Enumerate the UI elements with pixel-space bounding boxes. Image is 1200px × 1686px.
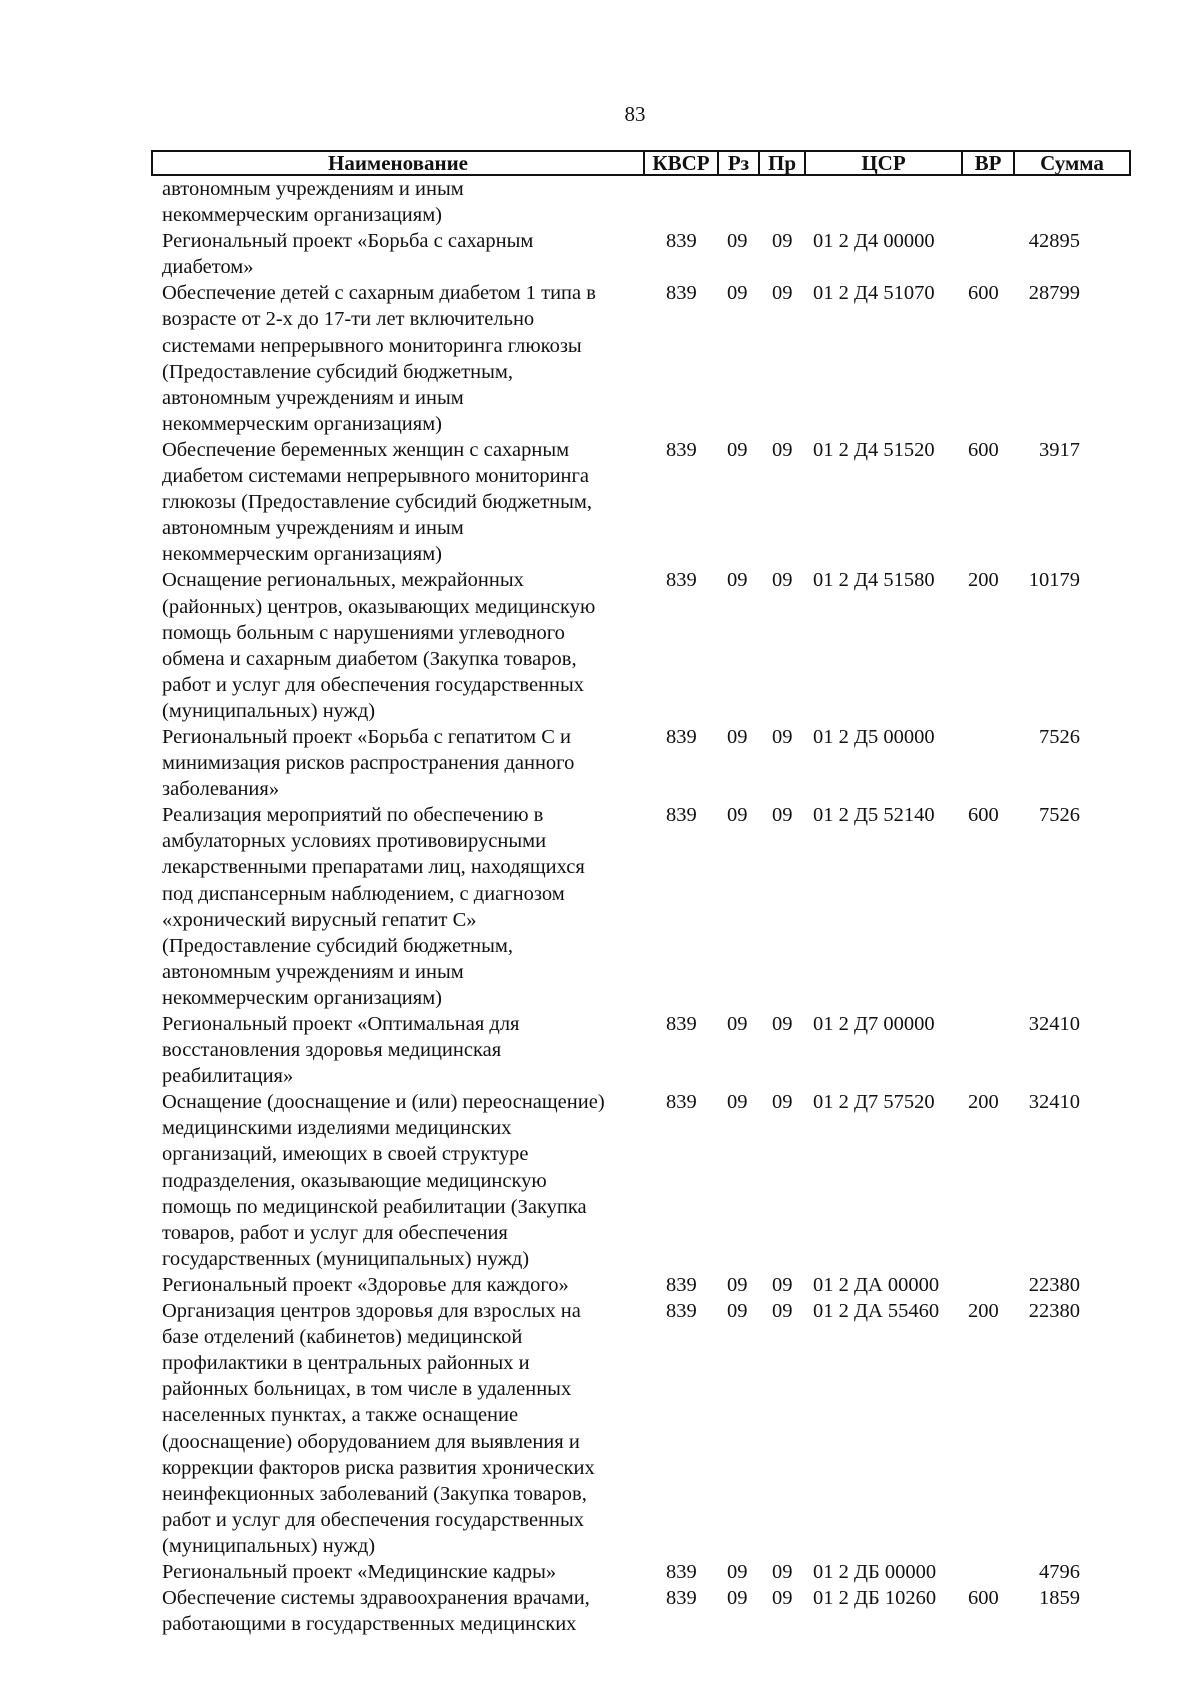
table-row: [162, 1272, 1132, 1298]
row-kvsr: 839: [666, 282, 697, 305]
row-name-line: базе отделений (кабинетов) медицинской: [162, 1326, 523, 1349]
row-name: [162, 1011, 642, 1089]
row-name-line: работ и услуг для обеспечения государственных: [162, 1508, 585, 1531]
row-name-line: населенных пунктах, а также оснащение: [162, 1404, 519, 1427]
row-pr: 09: [772, 804, 793, 827]
row-name: [162, 1585, 642, 1637]
header-kvsr: КВСР: [643, 152, 717, 174]
row-kvsr: 839: [666, 1091, 697, 1114]
table-row: [162, 228, 1132, 280]
row-name: [162, 437, 642, 567]
row-name-line: амбулаторных условиях противовирусными: [162, 830, 547, 853]
row-name-line: диабетом»: [162, 256, 254, 279]
row-pr: 09: [772, 438, 793, 461]
row-name-line: некоммерческим организациям): [162, 986, 442, 1009]
row-sum: 32410: [1028, 1091, 1080, 1114]
row-name-line: помощь по медицинской реабилитации (Закупка: [162, 1195, 587, 1218]
row-name-line: государственных (муниципальных) нужд): [162, 1247, 530, 1270]
row-name: [162, 280, 642, 437]
row-csr: 01 2 Д4 51520: [813, 438, 935, 461]
table-row: [162, 280, 1132, 437]
row-csr: 01 2 ДА 00000: [813, 1273, 940, 1296]
row-kvsr: 839: [666, 804, 697, 827]
table-row: [162, 437, 1132, 567]
row-sum: 10179: [1028, 569, 1080, 592]
row-rz: 09: [727, 1013, 748, 1035]
row-sum: 1859: [1039, 1587, 1080, 1610]
row-name-line: Региональный проект «Оптимальная для: [162, 1013, 520, 1035]
row-rz: 09: [727, 1300, 748, 1323]
row-name-line: подразделения, оказывающие медицинскую: [162, 1169, 547, 1192]
row-kvsr: 839: [666, 230, 697, 253]
row-name-line: диабетом системами непрерывного мониторинга: [162, 465, 590, 488]
row-rz: 09: [727, 230, 748, 253]
row-name-line: неинфекционных заболеваний (Закупка товаров,: [162, 1482, 587, 1505]
table-row: [162, 567, 1132, 724]
header-vr: ВР: [961, 152, 1013, 174]
row-name-line: некоммерческим организациям): [162, 204, 442, 227]
row-name-line: автономным учреждениям и иным: [162, 178, 464, 200]
row-vr: 600: [968, 804, 999, 827]
row-rz: 09: [727, 725, 748, 748]
row-sum: 42895: [1028, 230, 1080, 253]
header-pr: Пр: [758, 152, 804, 174]
row-csr: 01 2 ДБ 00000: [813, 1560, 937, 1583]
row-name-line: районных больницах, в том числе в удаленных: [162, 1378, 572, 1401]
row-csr: 01 2 Д4 51070: [813, 282, 935, 305]
table-row: [162, 1559, 1132, 1585]
row-pr: 09: [772, 282, 793, 305]
row-vr: 600: [968, 1587, 999, 1610]
row-name-line: Региональный проект «Медицинские кадры»: [162, 1560, 557, 1583]
row-name: [162, 1272, 642, 1298]
row-rz: 09: [727, 1587, 748, 1610]
row-sum: 22380: [1028, 1300, 1080, 1323]
row-name-line: (Предоставление субсидий бюджетным,: [162, 934, 513, 957]
row-name: [162, 1089, 642, 1272]
row-csr: 01 2 Д7 00000: [813, 1013, 935, 1035]
row-name-line: реабилитация»: [162, 1065, 294, 1088]
row-sum: 28799: [1028, 282, 1080, 305]
row-name-line: возрасте от 2-х до 17-ти лет включительно: [162, 308, 535, 331]
row-rz: 09: [727, 1273, 748, 1296]
row-name-line: помощь больным с нарушениями углеводного: [162, 621, 565, 644]
row-rz: 09: [727, 569, 748, 592]
row-name: [162, 567, 642, 724]
row-name-line: заболевания»: [162, 778, 280, 801]
row-name-line: автономным учреждениям и иным: [162, 960, 464, 983]
row-kvsr: 839: [666, 725, 697, 748]
row-pr: 09: [772, 1273, 793, 1296]
row-name-line: обмена и сахарным диабетом (Закупка товаров,: [162, 647, 577, 670]
row-name-line: автономным учреждениям и иным: [162, 386, 464, 409]
row-vr: 200: [968, 1300, 999, 1323]
row-name-line: товаров, работ и услуг для обеспечения: [162, 1221, 508, 1244]
row-name-line: глюкозы (Предоставление субсидий бюджетным,: [162, 491, 593, 514]
row-csr: 01 2 Д5 00000: [813, 725, 935, 748]
row-name-line: системами непрерывного мониторинга глюкозы: [162, 334, 582, 357]
header-csr: ЦСР: [804, 152, 961, 174]
row-csr: 01 2 Д4 00000: [813, 230, 935, 253]
header-rz: Рз: [717, 152, 758, 174]
row-kvsr: 839: [666, 438, 697, 461]
table-row: [162, 1298, 1132, 1559]
row-rz: 09: [727, 1091, 748, 1114]
table-row: [162, 176, 1132, 228]
row-name-line: Региональный проект «Борьба с сахарным: [162, 230, 534, 253]
row-name-line: под диспансерным наблюдением, с диагнозом: [162, 882, 565, 905]
row-sum: 32410: [1028, 1013, 1080, 1035]
row-name-line: профилактики в центральных районных и: [162, 1352, 530, 1375]
row-kvsr: 839: [666, 569, 697, 592]
table-header: [151, 150, 1131, 176]
row-name: [162, 1559, 642, 1585]
row-name-line: Региональный проект «Борьба с гепатитом С и: [162, 725, 571, 748]
row-name-line: лекарственными препаратами лиц, находящихся: [162, 856, 585, 879]
row-name: [162, 228, 642, 280]
table-row: [162, 1089, 1132, 1272]
row-name: [162, 802, 642, 1011]
row-pr: 09: [772, 1091, 793, 1114]
table-body: [162, 176, 1132, 1637]
row-vr: 600: [968, 282, 999, 305]
table-row: [162, 1011, 1132, 1089]
row-name-line: коррекции факторов риска развития хронических: [162, 1456, 595, 1479]
row-pr: 09: [772, 1587, 793, 1610]
row-csr: 01 2 ДБ 10260: [813, 1587, 937, 1610]
row-sum: 7526: [1039, 804, 1080, 827]
row-name-line: Оснащение (дооснащение и (или) переоснащение): [162, 1091, 605, 1114]
row-name-line: минимизация рисков распространения данного: [162, 752, 575, 775]
row-kvsr: 839: [666, 1587, 697, 1610]
row-name-line: (муниципальных) нужд): [162, 699, 376, 722]
row-name-line: работ и услуг для обеспечения государственных: [162, 673, 585, 696]
table-row: [162, 724, 1132, 802]
row-sum: 3917: [1039, 438, 1080, 461]
row-name-line: медицинскими изделиями медицинских: [162, 1117, 512, 1140]
row-name-line: (дооснащение) оборудованием для выявления и: [162, 1430, 580, 1453]
header-sum: Сумма: [1013, 152, 1129, 174]
row-name-line: Реализация мероприятий по обеспечению в: [162, 804, 544, 827]
row-rz: 09: [727, 804, 748, 827]
row-sum: 7526: [1039, 725, 1080, 748]
header-name: Наименование: [328, 150, 468, 175]
row-name-line: (Предоставление субсидий бюджетным,: [162, 360, 513, 383]
row-pr: 09: [772, 725, 793, 748]
row-name: [162, 176, 642, 228]
row-name-line: Обеспечение системы здравоохранения врачами,: [162, 1587, 590, 1610]
row-pr: 09: [772, 1560, 793, 1583]
row-name-line: организаций, имеющих в своей структуре: [162, 1143, 529, 1166]
row-name-line: «хронический вирусный гепатит С»: [162, 908, 477, 931]
row-name-line: Организация центров здоровья для взрослых на: [162, 1300, 581, 1323]
row-name-line: Обеспечение детей с сахарным диабетом 1 типа в: [162, 282, 596, 305]
row-name: [162, 1298, 642, 1559]
row-rz: 09: [727, 1560, 748, 1583]
row-name-line: Обеспечение беременных женщин с сахарным: [162, 438, 570, 461]
table-row: [162, 1585, 1132, 1637]
row-name-line: Оснащение региональных, межрайонных: [162, 569, 524, 592]
page-number: 83: [624, 102, 646, 126]
row-csr: 01 2 ДА 55460: [813, 1300, 940, 1323]
row-name-line: Региональный проект «Здоровье для каждого»: [162, 1273, 569, 1296]
row-name-line: восстановления здоровья медицинская: [162, 1039, 502, 1062]
row-csr: 01 2 Д5 52140: [813, 804, 935, 827]
row-kvsr: 839: [666, 1560, 697, 1583]
row-name-line: (районных) центров, оказывающих медицинскую: [162, 595, 596, 618]
row-rz: 09: [727, 438, 748, 461]
row-pr: 09: [772, 1300, 793, 1323]
row-rz: 09: [727, 282, 748, 305]
row-pr: 09: [772, 230, 793, 253]
row-sum: 4796: [1039, 1560, 1080, 1583]
row-pr: 09: [772, 569, 793, 592]
row-vr: 600: [968, 438, 999, 461]
row-vr: 200: [968, 569, 999, 592]
row-csr: 01 2 Д7 57520: [813, 1091, 935, 1114]
row-vr: 200: [968, 1091, 999, 1114]
row-name-line: автономным учреждениям и иным: [162, 517, 464, 540]
row-name-line: некоммерческим организациям): [162, 412, 442, 435]
row-kvsr: 839: [666, 1300, 697, 1323]
row-name-line: (муниципальных) нужд): [162, 1534, 376, 1557]
row-kvsr: 839: [666, 1013, 697, 1035]
row-name-line: работающими в государственных медицинских: [162, 1613, 577, 1636]
row-sum: 22380: [1028, 1273, 1080, 1296]
table-row: [162, 802, 1132, 1011]
row-kvsr: 839: [666, 1273, 697, 1296]
row-pr: 09: [772, 1013, 793, 1035]
row-name-line: некоммерческим организациям): [162, 543, 442, 566]
row-csr: 01 2 Д4 51580: [813, 569, 935, 592]
row-name: [162, 724, 642, 802]
